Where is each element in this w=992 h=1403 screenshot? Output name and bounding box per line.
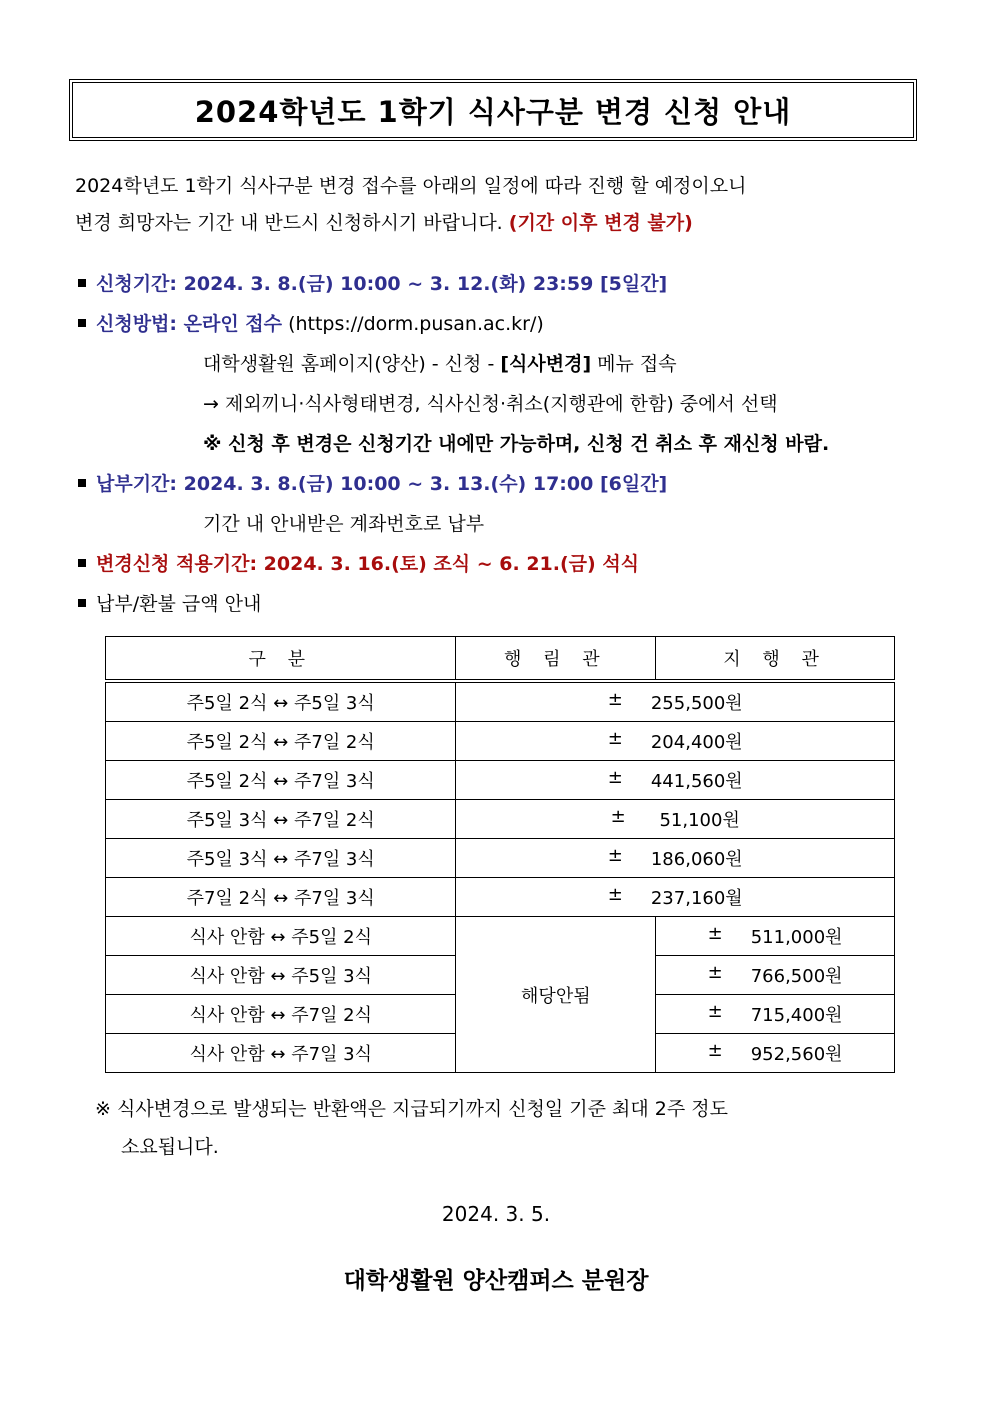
intro-line-2: 변경 희망자는 기간 내 반드시 신청하시기 바랍니다. (기간 이후 변경 불가) (75, 212, 693, 234)
signature: 대학생활원 양산캠퍼스 분원장 (343, 1268, 649, 1294)
header-haengnim: 행 림 관 (456, 637, 656, 682)
table-row: 주5일 2식 ↔ 주5일 3식 ± 255,500원 (106, 681, 895, 722)
payment-period: 납부기간: 2024. 3. 8.(금) 10:00 ~ 3. 13.(수) 17:00 [6일간] (78, 464, 938, 504)
title-box (69, 79, 917, 141)
bullet-square-icon (78, 599, 86, 607)
table-row: 식사 안함 ↔ 주7일 3식 ± 952,560원 (106, 1034, 895, 1073)
method-step-2: → 제외끼니·식사형태변경, 식사신청·취소(지행관에 한함) 중에서 선택 (203, 393, 778, 415)
table-row: 식사 안함 ↔ 주7일 2식 ± 715,400원 (106, 995, 895, 1034)
refund-note: ※ 식사변경으로 발생되는 반환액은 지급되기까지 신청일 기준 최대 2주 정도 소요됩니다. (95, 1098, 728, 1158)
page-title: 2024학년도 1학기 식사구분 변경 신청 안내 (194, 94, 792, 129)
table-row: 식사 안함 ↔ 주5일 3식 ± 766,500원 (106, 956, 895, 995)
table-row: 주5일 3식 ↔ 주7일 3식 ± 186,060원 (106, 839, 895, 878)
method-note: ※ 신청 후 변경은 신청기간 내에만 가능하며, 신청 건 취소 후 재신청 바람. (203, 433, 830, 455)
intro-line-1: 2024학년도 1학기 식사구분 변경 접수를 아래의 일정에 따라 진행 할 예정이오니 (75, 175, 747, 197)
payment-note: 기간 내 안내받은 계좌번호로 납부 (203, 513, 485, 535)
bullet-square-icon (78, 479, 86, 487)
header-jihaeng: 지 행 관 (656, 637, 895, 682)
apply-period: 신청기간: 2024. 3. 8.(금) 10:00 ~ 3. 12.(화) 23:59 [5일간] (78, 264, 938, 304)
bullet-square-icon (78, 279, 86, 287)
table-row: 주5일 2식 ↔ 주7일 3식 ± 441,560원 (106, 761, 895, 800)
method-step-1: 대학생활원 홈페이지(양산) - 신청 - [식사변경] 메뉴 접속 (203, 353, 677, 375)
no-change-warning: (기간 이후 변경 불가) (508, 212, 693, 234)
intro-paragraph (75, 168, 925, 242)
fee-info-heading: 납부/환불 금액 안내 (78, 584, 938, 624)
table-header-row (106, 637, 895, 682)
table-row: 식사 안함 ↔ 주5일 2식 해당안됨 ± 511,000원 (106, 917, 895, 956)
table-row: 주5일 2식 ↔ 주7일 2식 ± 204,400원 (106, 722, 895, 761)
not-applicable-cell: 해당안됨 (456, 917, 656, 1073)
bullet-square-icon (78, 559, 86, 567)
info-list (78, 264, 938, 624)
bullet-square-icon (78, 319, 86, 327)
issue-date: 2024. 3. 5. (441, 1202, 551, 1226)
apply-method: 신청방법: 온라인 접수 (https://dorm.pusan.ac.kr/) (78, 304, 938, 344)
header-category: 구 분 (106, 637, 456, 682)
fee-table (105, 636, 895, 1073)
effective-period: 변경신청 적용기간: 2024. 3. 16.(토) 조식 ~ 6. 21.(금) 석식 (78, 544, 938, 584)
table-row: 주5일 3식 ↔ 주7일 2식 ± 51,100원 (106, 800, 895, 839)
dorm-url-link[interactable]: (https://dorm.pusan.ac.kr/) (288, 313, 544, 335)
table-row: 주7일 2식 ↔ 주7일 3식 ± 237,160월 (106, 878, 895, 917)
